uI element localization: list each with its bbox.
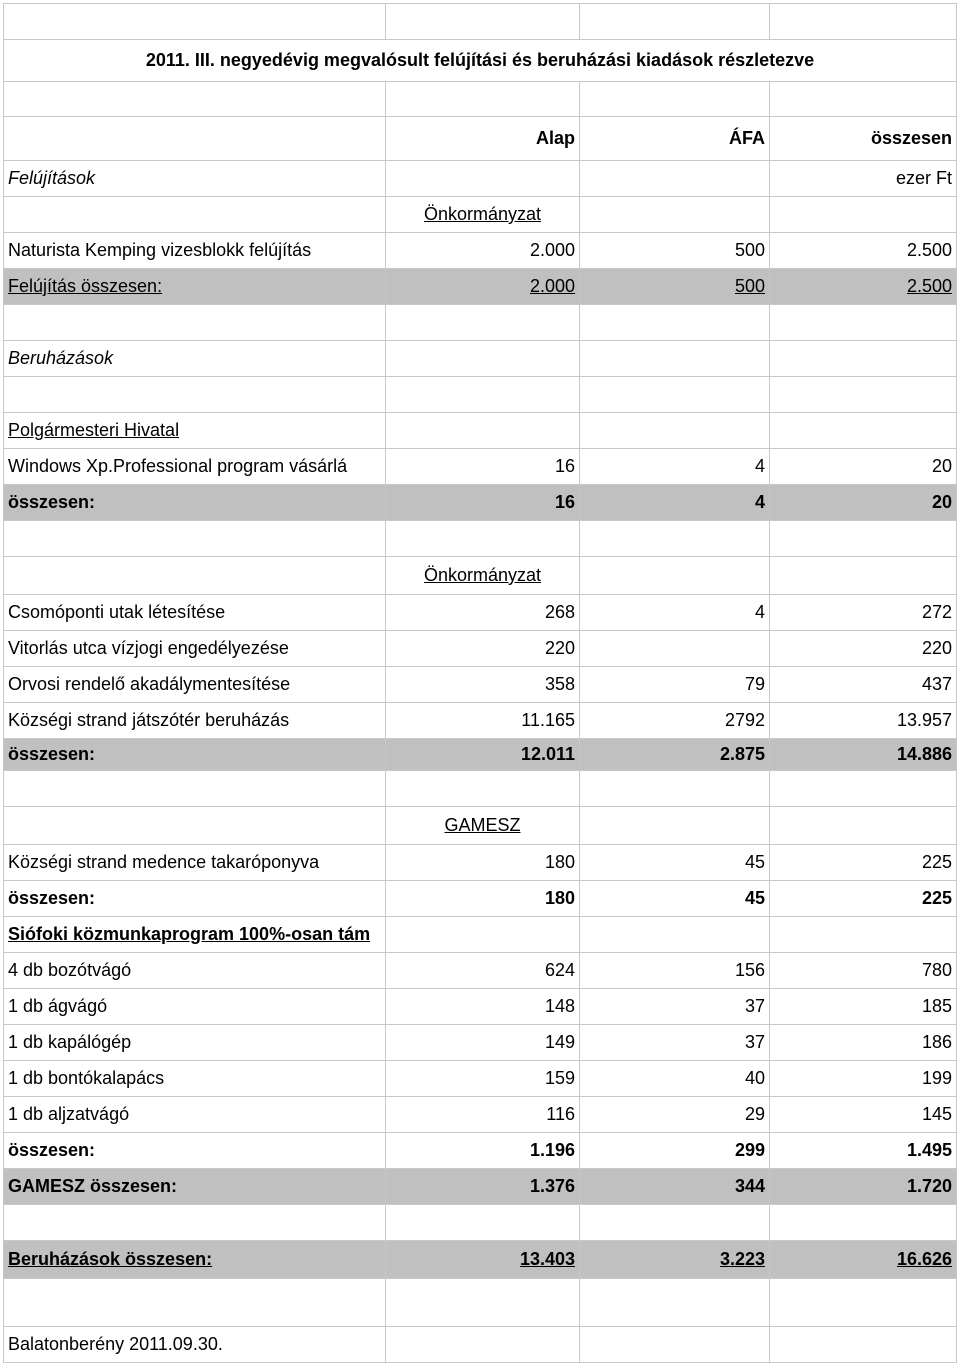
- row-afa[interactable]: 4: [580, 595, 770, 631]
- row-label[interactable]: 1 db kapálógép: [4, 1025, 386, 1061]
- subtotal-osszesen[interactable]: 225: [770, 881, 957, 917]
- row-label[interactable]: Községi strand medence takaróponyva: [4, 845, 386, 881]
- row-afa[interactable]: 37: [580, 1025, 770, 1061]
- org-heading-gamesz[interactable]: GAMESZ: [386, 807, 580, 845]
- row-label[interactable]: 1 db aljzatvágó: [4, 1097, 386, 1133]
- section-heading-row: [4, 161, 957, 197]
- row-afa[interactable]: 40: [580, 1061, 770, 1097]
- total-label[interactable]: összesen:: [4, 485, 386, 521]
- total-alap[interactable]: 16: [386, 485, 580, 521]
- total-osszesen[interactable]: 2.500: [770, 269, 957, 305]
- total-row: [4, 739, 957, 771]
- total-alap[interactable]: 1.376: [386, 1169, 580, 1205]
- row-osszesen[interactable]: 20: [770, 449, 957, 485]
- row-alap[interactable]: 268: [386, 595, 580, 631]
- table-row: [4, 703, 957, 739]
- org-heading-felujitas[interactable]: Önkormányzat: [386, 197, 580, 233]
- total-row: [4, 1169, 957, 1205]
- row-label[interactable]: 4 db bozótvágó: [4, 953, 386, 989]
- row-label[interactable]: Naturista Kemping vizesblokk felújítás: [4, 233, 386, 269]
- row-afa[interactable]: 500: [580, 233, 770, 269]
- org-heading-row: [4, 557, 957, 595]
- page-title[interactable]: 2011. III. negyedévig megvalósult felújítási és beruházási kiadások részletezve: [4, 40, 957, 82]
- unit-label[interactable]: ezer Ft: [770, 161, 957, 197]
- total-row: [4, 485, 957, 521]
- total-row: [4, 269, 957, 305]
- title-row: [4, 40, 957, 82]
- grand-total-osszesen[interactable]: 16.626: [770, 1241, 957, 1279]
- table-row: [4, 1025, 957, 1061]
- row-label[interactable]: Vitorlás utca vízjogi engedélyezése: [4, 631, 386, 667]
- footer-place-date[interactable]: Balatonberény 2011.09.30.: [4, 1327, 386, 1363]
- row-afa[interactable]: 29: [580, 1097, 770, 1133]
- subtotal-row: [4, 881, 957, 917]
- grand-total-label[interactable]: Beruházások összesen:: [4, 1241, 386, 1279]
- empty-row: [4, 1279, 957, 1327]
- row-osszesen[interactable]: 780: [770, 953, 957, 989]
- row-alap[interactable]: 149: [386, 1025, 580, 1061]
- org-heading-polgarmesteri[interactable]: Polgármesteri Hivatal: [4, 413, 386, 449]
- org-heading-row: [4, 197, 957, 233]
- row-osszesen[interactable]: 437: [770, 667, 957, 703]
- table-row: [4, 667, 957, 703]
- column-header-row: [4, 117, 957, 161]
- org-heading-row: [4, 413, 957, 449]
- empty-row: [4, 771, 957, 807]
- table-row: [4, 1061, 957, 1097]
- header-afa[interactable]: ÁFA: [580, 117, 770, 161]
- table-row: [4, 845, 957, 881]
- row-alap[interactable]: 220: [386, 631, 580, 667]
- row-label[interactable]: Csomóponti utak létesítése: [4, 595, 386, 631]
- total-label[interactable]: Felújítás összesen:: [4, 269, 386, 305]
- table-row: [4, 953, 957, 989]
- row-alap[interactable]: 180: [386, 845, 580, 881]
- subtotal-alap[interactable]: 180: [386, 881, 580, 917]
- section-heading-felujitasok[interactable]: Felújítások: [4, 161, 386, 197]
- row-afa[interactable]: 79: [580, 667, 770, 703]
- total-afa[interactable]: 344: [580, 1169, 770, 1205]
- table-row: [4, 233, 957, 269]
- row-afa[interactable]: 2792: [580, 703, 770, 739]
- row-alap[interactable]: 16: [386, 449, 580, 485]
- table-row: [4, 1097, 957, 1133]
- row-alap[interactable]: 11.165: [386, 703, 580, 739]
- header-osszesen[interactable]: összesen: [770, 117, 957, 161]
- row-label[interactable]: Községi strand játszótér beruházás: [4, 703, 386, 739]
- row-osszesen[interactable]: 186: [770, 1025, 957, 1061]
- total-afa[interactable]: 500: [580, 269, 770, 305]
- section-heading-beruhazasok[interactable]: Beruházások: [4, 341, 386, 377]
- row-osszesen[interactable]: 13.957: [770, 703, 957, 739]
- org-heading-kozmunka[interactable]: Siófoki közmunkaprogram 100%-osan tám: [4, 917, 386, 953]
- org-heading-onkormanyzat[interactable]: Önkormányzat: [386, 557, 580, 595]
- empty-row: [4, 1205, 957, 1241]
- total-label[interactable]: GAMESZ összesen:: [4, 1169, 386, 1205]
- row-alap[interactable]: 358: [386, 667, 580, 703]
- org-heading-row: [4, 917, 957, 953]
- table-row: [4, 449, 957, 485]
- total-osszesen[interactable]: 20: [770, 485, 957, 521]
- total-osszesen[interactable]: 1.720: [770, 1169, 957, 1205]
- row-osszesen[interactable]: 220: [770, 631, 957, 667]
- subtotal-alap[interactable]: 1.196: [386, 1133, 580, 1169]
- row-label[interactable]: Windows Xp.Professional program vásárlá: [4, 449, 386, 485]
- row-osszesen[interactable]: 185: [770, 989, 957, 1025]
- row-osszesen[interactable]: 2.500: [770, 233, 957, 269]
- spreadsheet-table: [3, 3, 957, 1363]
- row-osszesen[interactable]: 145: [770, 1097, 957, 1133]
- row-osszesen[interactable]: 199: [770, 1061, 957, 1097]
- section-heading-row: [4, 341, 957, 377]
- grand-total-alap[interactable]: 13.403: [386, 1241, 580, 1279]
- header-alap[interactable]: Alap: [386, 117, 580, 161]
- subtotal-afa[interactable]: 45: [580, 881, 770, 917]
- row-label[interactable]: Orvosi rendelő akadálymentesítése: [4, 667, 386, 703]
- subtotal-row: [4, 1133, 957, 1169]
- row-osszesen[interactable]: 225: [770, 845, 957, 881]
- total-afa[interactable]: 2.875: [580, 739, 770, 771]
- footer-row: [4, 1327, 957, 1363]
- grand-total-row: [4, 1241, 957, 1279]
- row-alap[interactable]: 624: [386, 953, 580, 989]
- row-label[interactable]: 1 db bontókalapács: [4, 1061, 386, 1097]
- total-osszesen[interactable]: 14.886: [770, 739, 957, 771]
- row-alap[interactable]: 2.000: [386, 233, 580, 269]
- row-osszesen[interactable]: 272: [770, 595, 957, 631]
- subtotal-label[interactable]: összesen:: [4, 881, 386, 917]
- subtotal-label[interactable]: összesen:: [4, 1133, 386, 1169]
- row-afa[interactable]: 156: [580, 953, 770, 989]
- empty-row: [4, 305, 957, 341]
- empty-row: [4, 82, 957, 117]
- grand-total-afa[interactable]: 3.223: [580, 1241, 770, 1279]
- empty-row: [4, 377, 957, 413]
- empty-row: [4, 4, 957, 40]
- total-alap[interactable]: 12.011: [386, 739, 580, 771]
- total-afa[interactable]: 4: [580, 485, 770, 521]
- empty-row: [4, 521, 957, 557]
- row-afa[interactable]: 45: [580, 845, 770, 881]
- table-row: [4, 989, 957, 1025]
- row-afa[interactable]: 37: [580, 989, 770, 1025]
- row-alap[interactable]: 148: [386, 989, 580, 1025]
- row-afa[interactable]: [580, 631, 770, 667]
- row-alap[interactable]: 116: [386, 1097, 580, 1133]
- total-alap[interactable]: 2.000: [386, 269, 580, 305]
- subtotal-afa[interactable]: 299: [580, 1133, 770, 1169]
- table-row: [4, 595, 957, 631]
- subtotal-osszesen[interactable]: 1.495: [770, 1133, 957, 1169]
- row-afa[interactable]: 4: [580, 449, 770, 485]
- row-label[interactable]: 1 db ágvágó: [4, 989, 386, 1025]
- total-label[interactable]: összesen:: [4, 739, 386, 771]
- table-row: [4, 631, 957, 667]
- org-heading-row: [4, 807, 957, 845]
- row-alap[interactable]: 159: [386, 1061, 580, 1097]
